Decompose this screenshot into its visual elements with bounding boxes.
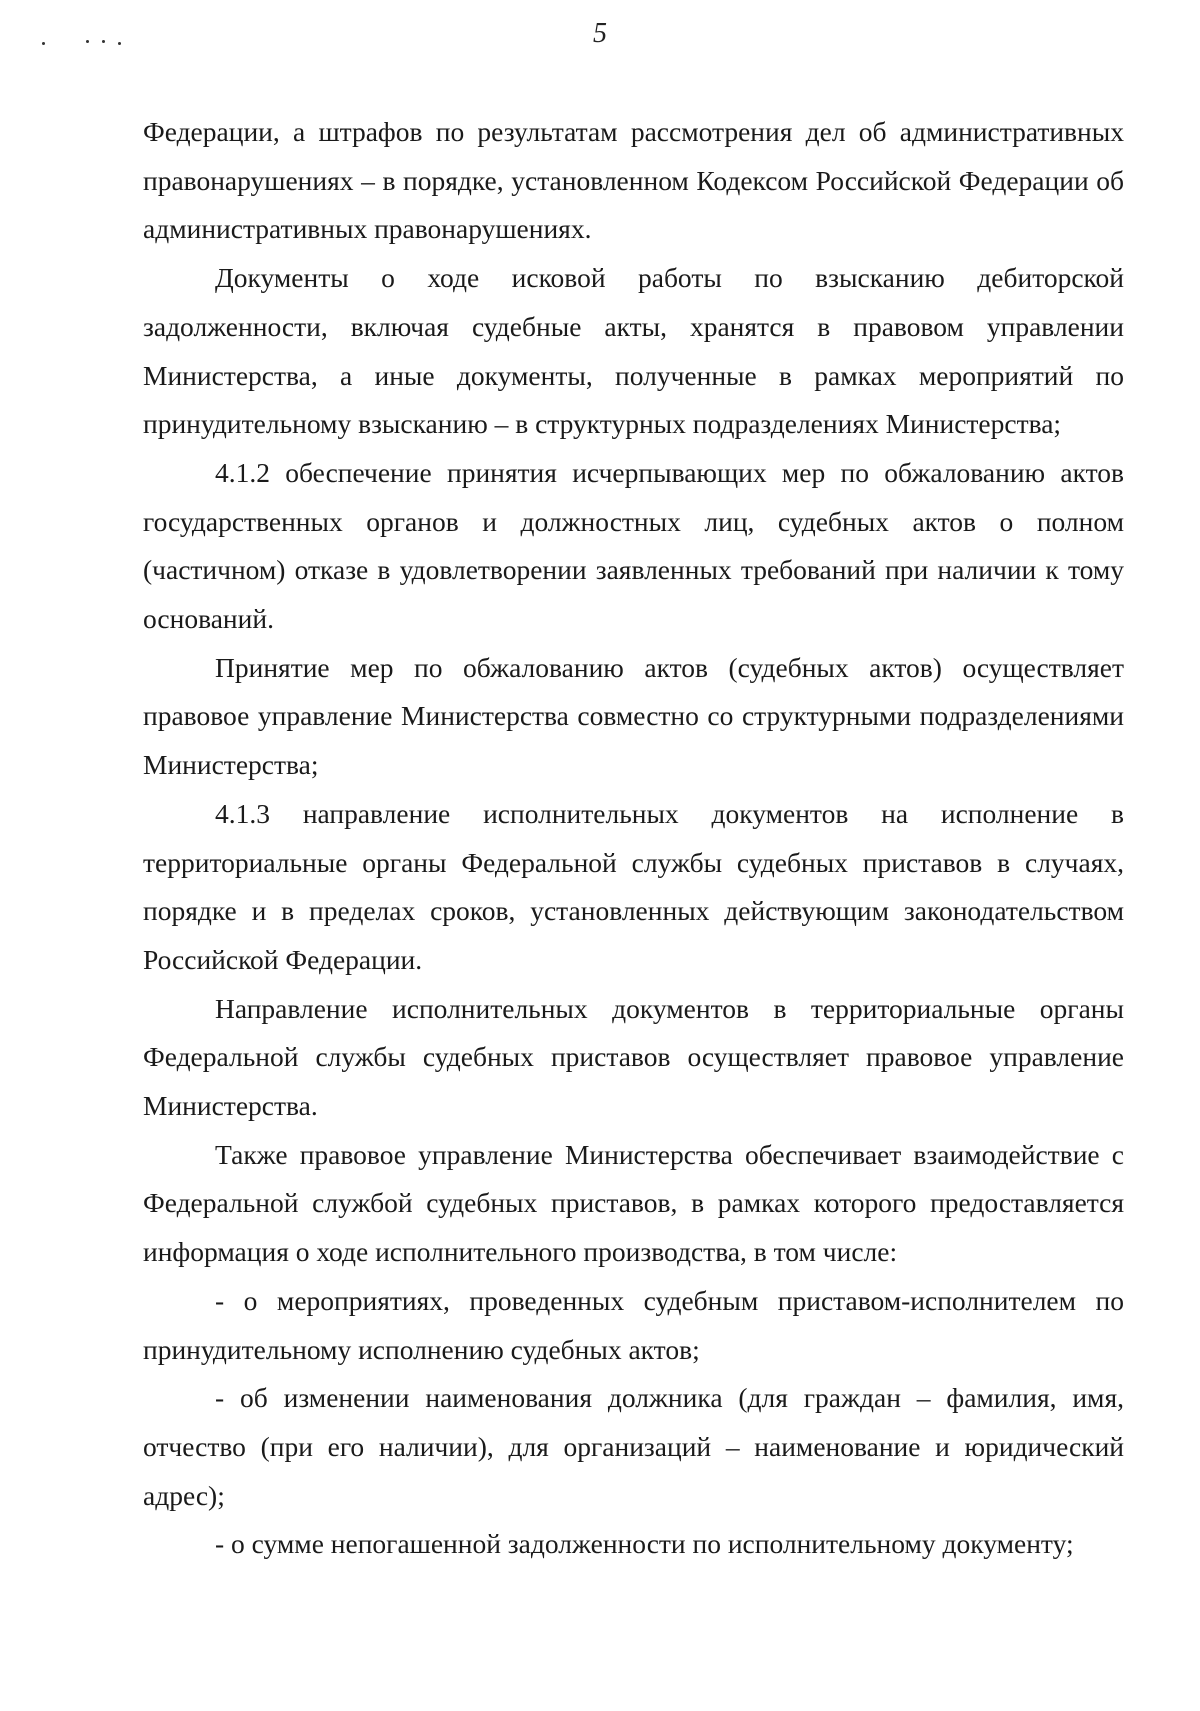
paragraph-sending-documents: Направление исполнительных документов в территориальные органы Федеральной службы судебных приставов осуществляет правовое управление Министерства. (143, 992, 1124, 1122)
document-body (143, 108, 1124, 1569)
paragraph-claim-documents: Документы о ходе исковой работы по взысканию дебиторской задолженности, включая судебные акты, хранятся в правовом управлении Министерства, а иные документы, полученные в рамках мероприятий по принудительному взысканию – в структурных подразделениях Министерства; (143, 262, 1124, 440)
page-number: 5 (593, 18, 607, 49)
paragraph-continuation: Федерации, а штрафов по результатам рассмотрения дел об административных правонарушениях – в порядке, установленном Кодексом Российской Федерации об административных правонарушениях. (143, 116, 1124, 245)
paragraph-interaction: Также правовое управление Министерства обеспечивает взаимодействие с Федеральной службой судебных приставов, в рамках которого предоставляется информация о ходе исполнительного производства, в том числе: (143, 1138, 1124, 1268)
paragraph-appeal-measures: Принятие мер по обжалованию актов (судебных актов) осуществляет правовое управление Министерства совместно со структурными подразделениями Министерства; (143, 651, 1124, 781)
paragraph-4-1-2: 4.1.2 обеспечение принятия исчерпывающих мер по обжалованию актов государственных органов и должностных лиц, судебных актов о полном (частичном) отказе в удовлетворении заявленных требований при наличии к тому оснований. (143, 456, 1124, 635)
list-item-measures: - о мероприятиях, проведенных судебным приставом-исполнителем по принудительному исполнению судебных актов; (143, 1284, 1124, 1365)
paragraph-4-1-3: 4.1.3 направление исполнительных документов на исполнение в территориальные органы Федеральной службы судебных приставов в случаях, порядке и в пределах сроков, установленных действующим законодательством Российской Федерации. (143, 797, 1124, 975)
list-item-unpaid-debt: - о сумме непогашенной задолженности по исполнительному документу; (215, 1528, 1074, 1560)
list-item-debtor-name-change: - об изменении наименования должника (для граждан – фамилия, имя, отчество (при его наличии), для организаций – наименование и юридический адрес); (143, 1382, 1124, 1511)
